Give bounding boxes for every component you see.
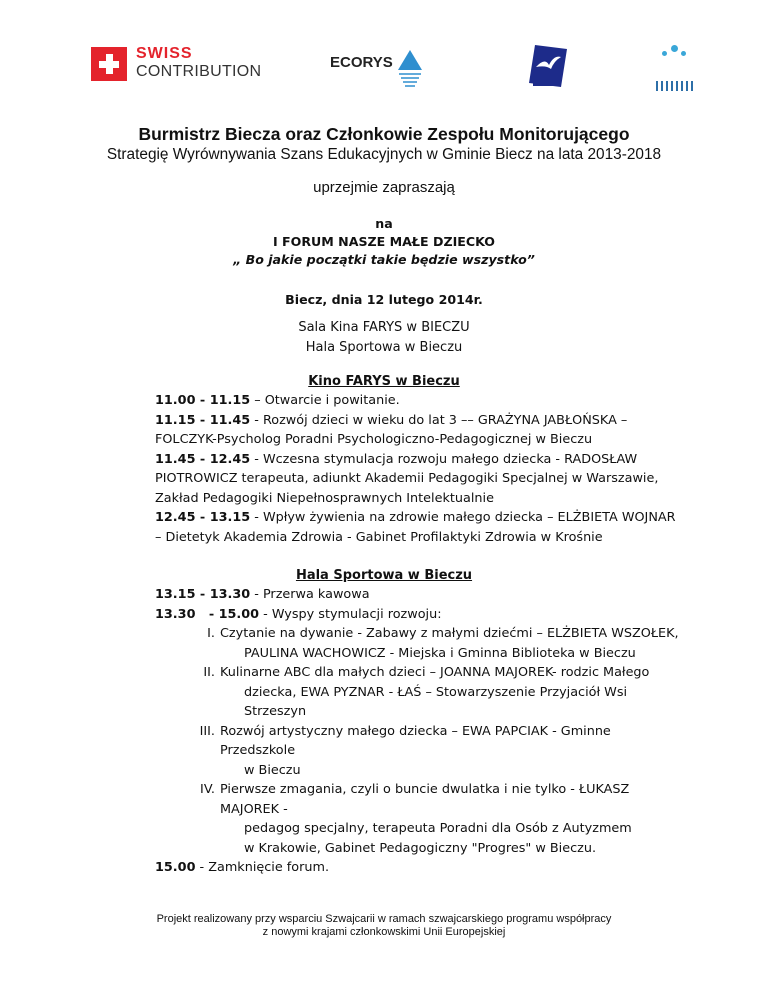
list-line: w Krakowie, Gabinet Pedagogiczny "Progres" w Bieczu. — [244, 840, 597, 856]
forum-motto: „ Bo jakie początki takie będzie wszystko” — [233, 252, 535, 267]
fundacja-logo — [652, 43, 697, 91]
list-line: Kulinarne ABC dla małych dzieci – JOANNA MAJOREK- rodzic Małego — [220, 665, 650, 680]
ecorys-logo-text: ECORYS — [330, 54, 393, 71]
list-line: pedagog specjalny, terapeuta Poradni dla Osób z Autyzmem — [244, 821, 632, 836]
ecorys-triangle-icon — [396, 48, 424, 88]
list-line: Czytanie na dywanie - Zabawy z małymi dziećmi – ELŻBIETA WSZOŁEK, — [220, 626, 679, 641]
agenda-hala — [155, 585, 685, 878]
list-line: Pierwsze zmagania, czyli o buncie dwulatka i nie tylko - ŁUKASZ MAJOREK - — [220, 782, 630, 817]
list-number: II. — [203, 665, 215, 680]
fundacja-bars-icon — [656, 81, 694, 91]
list-item — [155, 624, 685, 663]
agenda-item — [155, 858, 685, 878]
agenda-kino — [155, 391, 685, 547]
agenda-time: 13.15 - 13.30 — [155, 587, 251, 602]
logo-bar — [0, 38, 768, 98]
list-item — [155, 780, 685, 858]
ecorys-logo — [330, 48, 430, 88]
swiss-contribution-logo — [91, 47, 271, 81]
list-line: dziecka, EWA PYZNAR - ŁAŚ – Stowarzyszenie Przyjaciół Wsi Strzeszyn — [244, 684, 628, 719]
fundacja-dot-icon — [671, 45, 678, 52]
fundacja-dot-icon — [662, 51, 667, 56]
invitation-title: Burmistrz Biecza oraz Członkowie Zespołu Monitorującego — [138, 124, 630, 144]
agenda-item — [155, 450, 685, 509]
footer-line-1: Projekt realizowany przy wsparciu Szwajcarii w ramach szwajcarskiego programu współpracy — [156, 913, 612, 925]
agenda-text: - Wpływ żywienia na zdrowie małego dziecka – ELŻBIETA WOJNAR – Dietetyk Akademia Zdrowia - Gabinet Profilaktyki Zdrowia w Krośnie — [155, 510, 676, 545]
agenda-time: 11.00 - 11.15 — [155, 393, 251, 408]
agenda-item — [155, 605, 685, 625]
swiss-logo-line2: CONTRIBUTION — [136, 63, 262, 80]
list-number: IV. — [200, 782, 215, 797]
section-heading-hala: Hala Sportowa w Bieczu — [295, 568, 473, 583]
agenda-text: - Zamknięcie forum. — [195, 860, 330, 875]
agenda-text: - Wyspy stymulacji rozwoju: — [259, 606, 442, 622]
footer — [0, 913, 768, 939]
venue-1: Sala Kina FARYS w BIECZU — [298, 320, 470, 335]
agenda-text: - Rozwój dzieci w wieku do lat 3 –– GRAŻYNA JABŁOŃSKA – FOLCZYK-Psycholog Poradni Psychologiczno-Pedagogicznej w Bieczu — [155, 412, 628, 447]
list-number: I. — [207, 626, 215, 641]
agenda-time: 11.45 - 12.45 — [155, 451, 251, 467]
agenda-text: – Otwarcie i powitanie. — [250, 393, 400, 408]
agenda-time: 12.45 - 13.15 — [155, 510, 251, 525]
event-date: Biecz, dnia 12 lutego 2014r. — [285, 292, 483, 307]
list-item — [155, 722, 685, 781]
agenda-text: - Wczesna stymulacja rozwoju małego dziecka - RADOSŁAW PIOTROWICZ terapeuta, adiunkt Akademii Pedagogiki Specjalnej w Warszawie, Zakład Pedagogiki Niepełnosprawnych Intelektualnie — [155, 451, 659, 506]
venue-2: Hala Sportowa w Bieczu — [305, 340, 463, 355]
agenda-time: 13.30 - 15.00 — [155, 606, 260, 622]
agenda-item — [155, 585, 685, 605]
list-item — [155, 663, 685, 722]
list-number: III. — [199, 723, 215, 739]
agenda-item — [155, 508, 685, 547]
swiss-flag-icon — [91, 47, 127, 81]
fundacja-dot-icon — [681, 51, 686, 56]
agenda-text: - Przerwa kawowa — [250, 587, 370, 602]
invitation-verb: uprzejmie zapraszają — [313, 179, 455, 196]
agenda-item — [155, 411, 685, 450]
section-heading-kino: Kino FARYS w Bieczu — [308, 374, 460, 389]
list-line: Rozwój artystyczny małego dziecka – EWA PAPCIAK - Gminne Przedszkole — [220, 723, 611, 758]
agenda-item — [155, 391, 685, 411]
footer-line-2: z nowymi krajami członkowskimi Unii Europejskiej — [262, 926, 506, 938]
forum-name: I FORUM NASZE MAŁE DZIECKO — [272, 234, 496, 249]
agenda-time: 15.00 — [155, 860, 196, 875]
list-line: w Bieczu — [244, 762, 301, 778]
na-label: na — [375, 216, 393, 231]
invitation-subtitle: Strategię Wyrównywania Szans Edukacyjnych w Gminie Biecz na lata 2013-2018 — [106, 146, 662, 163]
list-line: PAULINA WACHOWICZ - Miejska i Gminna Biblioteka w Bieczu — [244, 645, 636, 661]
bird-emblem-logo — [527, 43, 569, 89]
swiss-logo-line1: SWISS — [136, 45, 193, 62]
agenda-time: 11.15 - 11.45 — [155, 412, 251, 428]
